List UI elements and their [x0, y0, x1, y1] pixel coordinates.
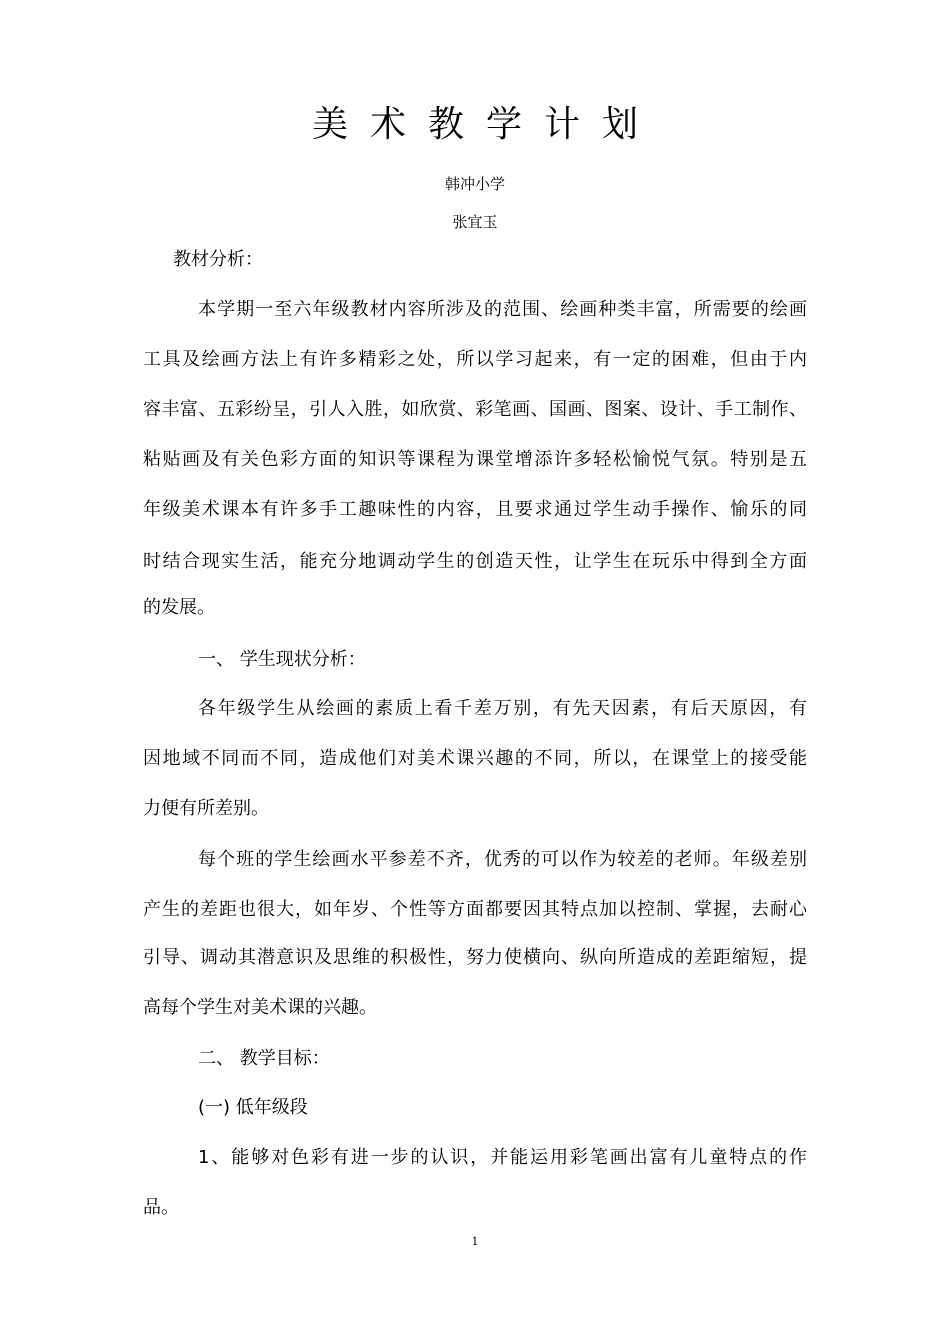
paragraph-line: 引导、调动其潜意识及思维的积极性，努力使横向、纵向所造成的差距缩短，提 [143, 947, 807, 968]
paragraph-line: 各年级学生从绘画的素质上看千差万别，有先天因素，有后天原因，有 [198, 698, 807, 719]
student-status-heading: 一、 学生现状分析： [198, 649, 366, 670]
teaching-goals-heading: 二、 教学目标： [198, 1048, 330, 1069]
low-grade-heading: (一) 低年级段 [198, 1097, 308, 1118]
student-status-paragraph-2 [143, 848, 807, 1020]
school-name: 韩冲小学 [444, 175, 505, 193]
textbook-analysis-paragraph [143, 298, 807, 620]
paragraph-line: 时结合现实生活，能充分地调动学生的创造天性，让学生在玩乐中得到全方面 [143, 551, 807, 572]
paragraph-line: 因地域不同而不同，造成他们对美术课兴趣的不同，所以，在课堂上的接受能 [143, 748, 807, 769]
paragraph-line: 容丰富、五彩纷呈，引人入胜，如欣赏、彩笔画、国画、图案、设计、手工制作、 [143, 399, 807, 420]
paragraph-line: 高每个学生对美术课的兴趣。 [143, 997, 377, 1018]
paragraph-line: 品。 [143, 1197, 179, 1218]
paragraph-line: 每个班的学生绘画水平参差不齐，优秀的可以作为较差的老师。年级差别 [198, 849, 807, 870]
paragraph-line: 年级美术课本有许多手工趣味性的内容，且要求通过学生动手操作、愉乐的同 [143, 499, 807, 520]
textbook-analysis-heading: 教材分析： [173, 249, 263, 270]
goal-1-paragraph [143, 1146, 807, 1220]
document-title: 美术教学计划 [311, 104, 660, 145]
paragraph-line: 粘贴画及有关色彩方面的知识等课程为课堂增添许多轻松愉悦气氛。特别是五 [143, 449, 807, 470]
paragraph-line: 1、能够对色彩有进一步的认识，并能运用彩笔画出富有儿童特点的作 [198, 1147, 807, 1168]
paragraph-line: 工具及绘画方法上有许多精彩之处，所以学习起来，有一定的困难，但由于内 [143, 349, 807, 370]
page-number: 1 [471, 1235, 479, 1248]
paragraph-line: 力便有所差别。 [143, 798, 269, 819]
paragraph-line: 本学期一至六年级教材内容所涉及的范围、绘画种类丰富，所需要的绘画 [198, 299, 807, 320]
paragraph-line: 的发展。 [143, 597, 215, 618]
paragraph-line: 产生的差距也很大，如年岁、个性等方面都要因其特点加以控制、掌握，去耐心 [143, 899, 807, 920]
author-name: 张宜玉 [452, 213, 498, 231]
student-status-paragraph-1 [143, 697, 807, 821]
